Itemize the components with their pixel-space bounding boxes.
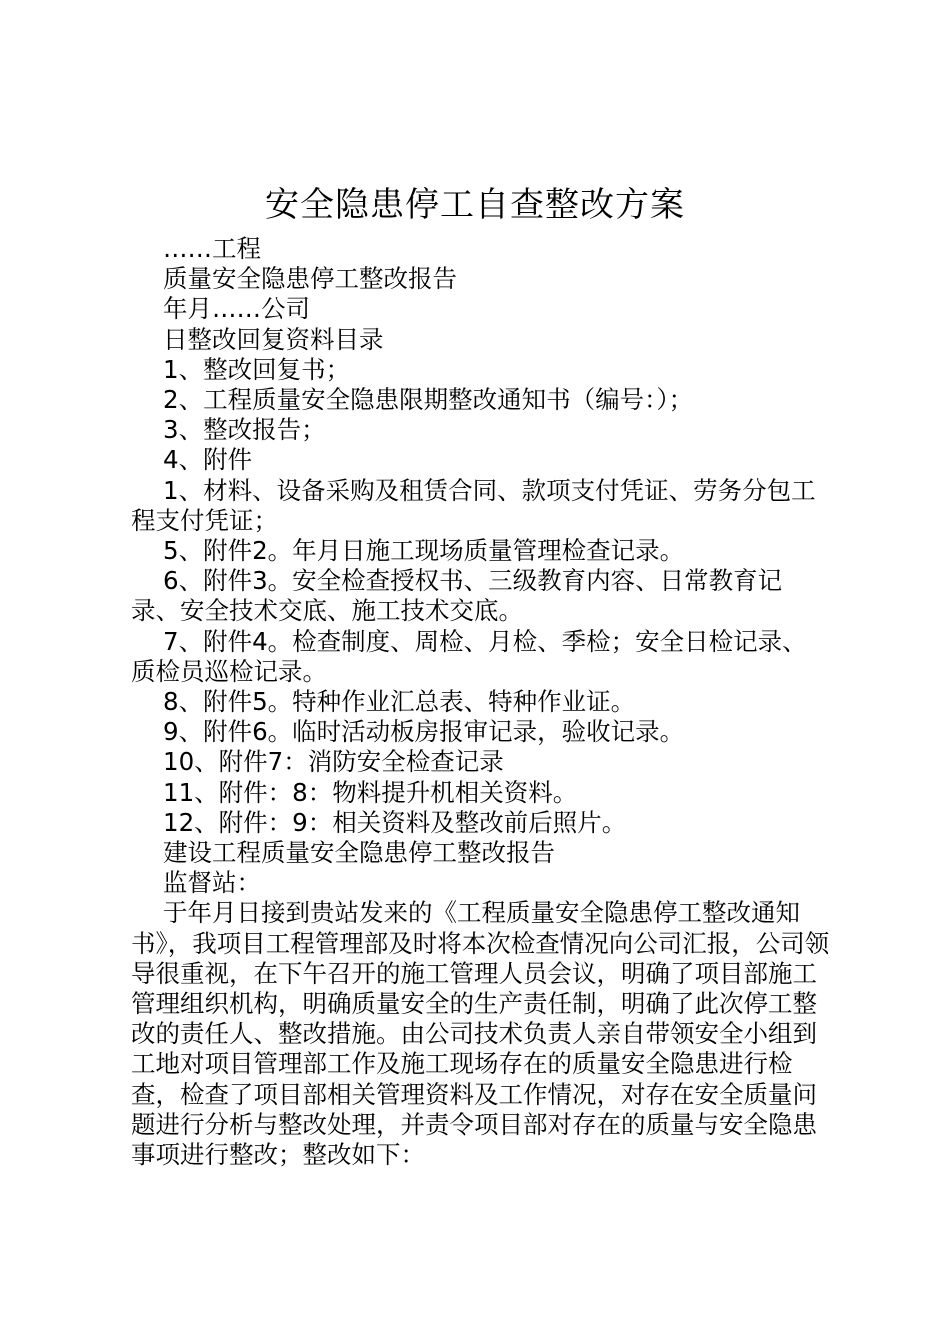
list-item: 2、工程质量安全隐患限期整改通知书（编号：）； — [163, 385, 694, 415]
list-item: 4、附件 — [163, 445, 253, 475]
list-item: 6、附件3。安全检查授权书、三级教育内容、日常教育记录、安全技术交底、施工技术交底。 — [131, 566, 783, 626]
report-heading: 建设工程质量安全隐患停工整改报告 — [163, 838, 555, 868]
document-title: 安全隐患停工自查整改方案 — [265, 185, 685, 225]
body-paragraph: 于年月日接到贵站发来的《工程质量安全隐患停工整改通知书》，我项目工程管理部及时将本次检查情况向公司汇报，公司领导很重视，在下午召开的施工管理人员会议，明确了项目部施工管理组织机构，明确质量安全的生产责任制，明确了此次停工整改的责任人、整改措施。由公司技术负责人亲自带领安全小组到工地对项目管理部工作及施工现场存在的质量安全隐患进行检查，检查了项目部相关管理资料及工作情况，对存在安全质量问题进行分析与整改处理，并责令项目部对存在的质量与安全隐患事项进行整改；整改如下： — [131, 898, 830, 1170]
catalog-heading: 日整改回复资料目录 — [163, 324, 384, 354]
list-item: 3、整改报告； — [163, 415, 326, 445]
list-item: 1、整改回复书； — [163, 354, 351, 384]
list-item: 9、附件6。临时活动板房报审记录，验收记录。 — [163, 717, 685, 747]
list-item: 5、附件2。年月日施工现场质量管理检查记录。 — [163, 536, 685, 566]
addressee-line: 监督站： — [163, 868, 261, 898]
list-item: 1、材料、设备采购及租赁合同、款项支付凭证、劳务分包工程支付凭证； — [131, 475, 816, 535]
list-item: 7、附件4。检查制度、周检、月检、季检；安全日检记录、质检员巡检记录。 — [131, 626, 807, 686]
list-item: 11、附件：8：物料提升机相关资料。 — [163, 777, 578, 807]
company-line: 年月……公司 — [163, 294, 310, 324]
list-item: 8、附件5。特种作业汇总表、特种作业证。 — [163, 687, 636, 717]
document-body — [131, 234, 831, 1170]
list-item: 12、附件：9：相关资料及整改前后照片。 — [163, 807, 627, 837]
project-line: ……工程 — [163, 234, 261, 263]
report-name-line: 质量安全隐患停工整改报告 — [163, 264, 457, 294]
list-item: 10、附件7：消防安全检查记录 — [163, 747, 504, 777]
